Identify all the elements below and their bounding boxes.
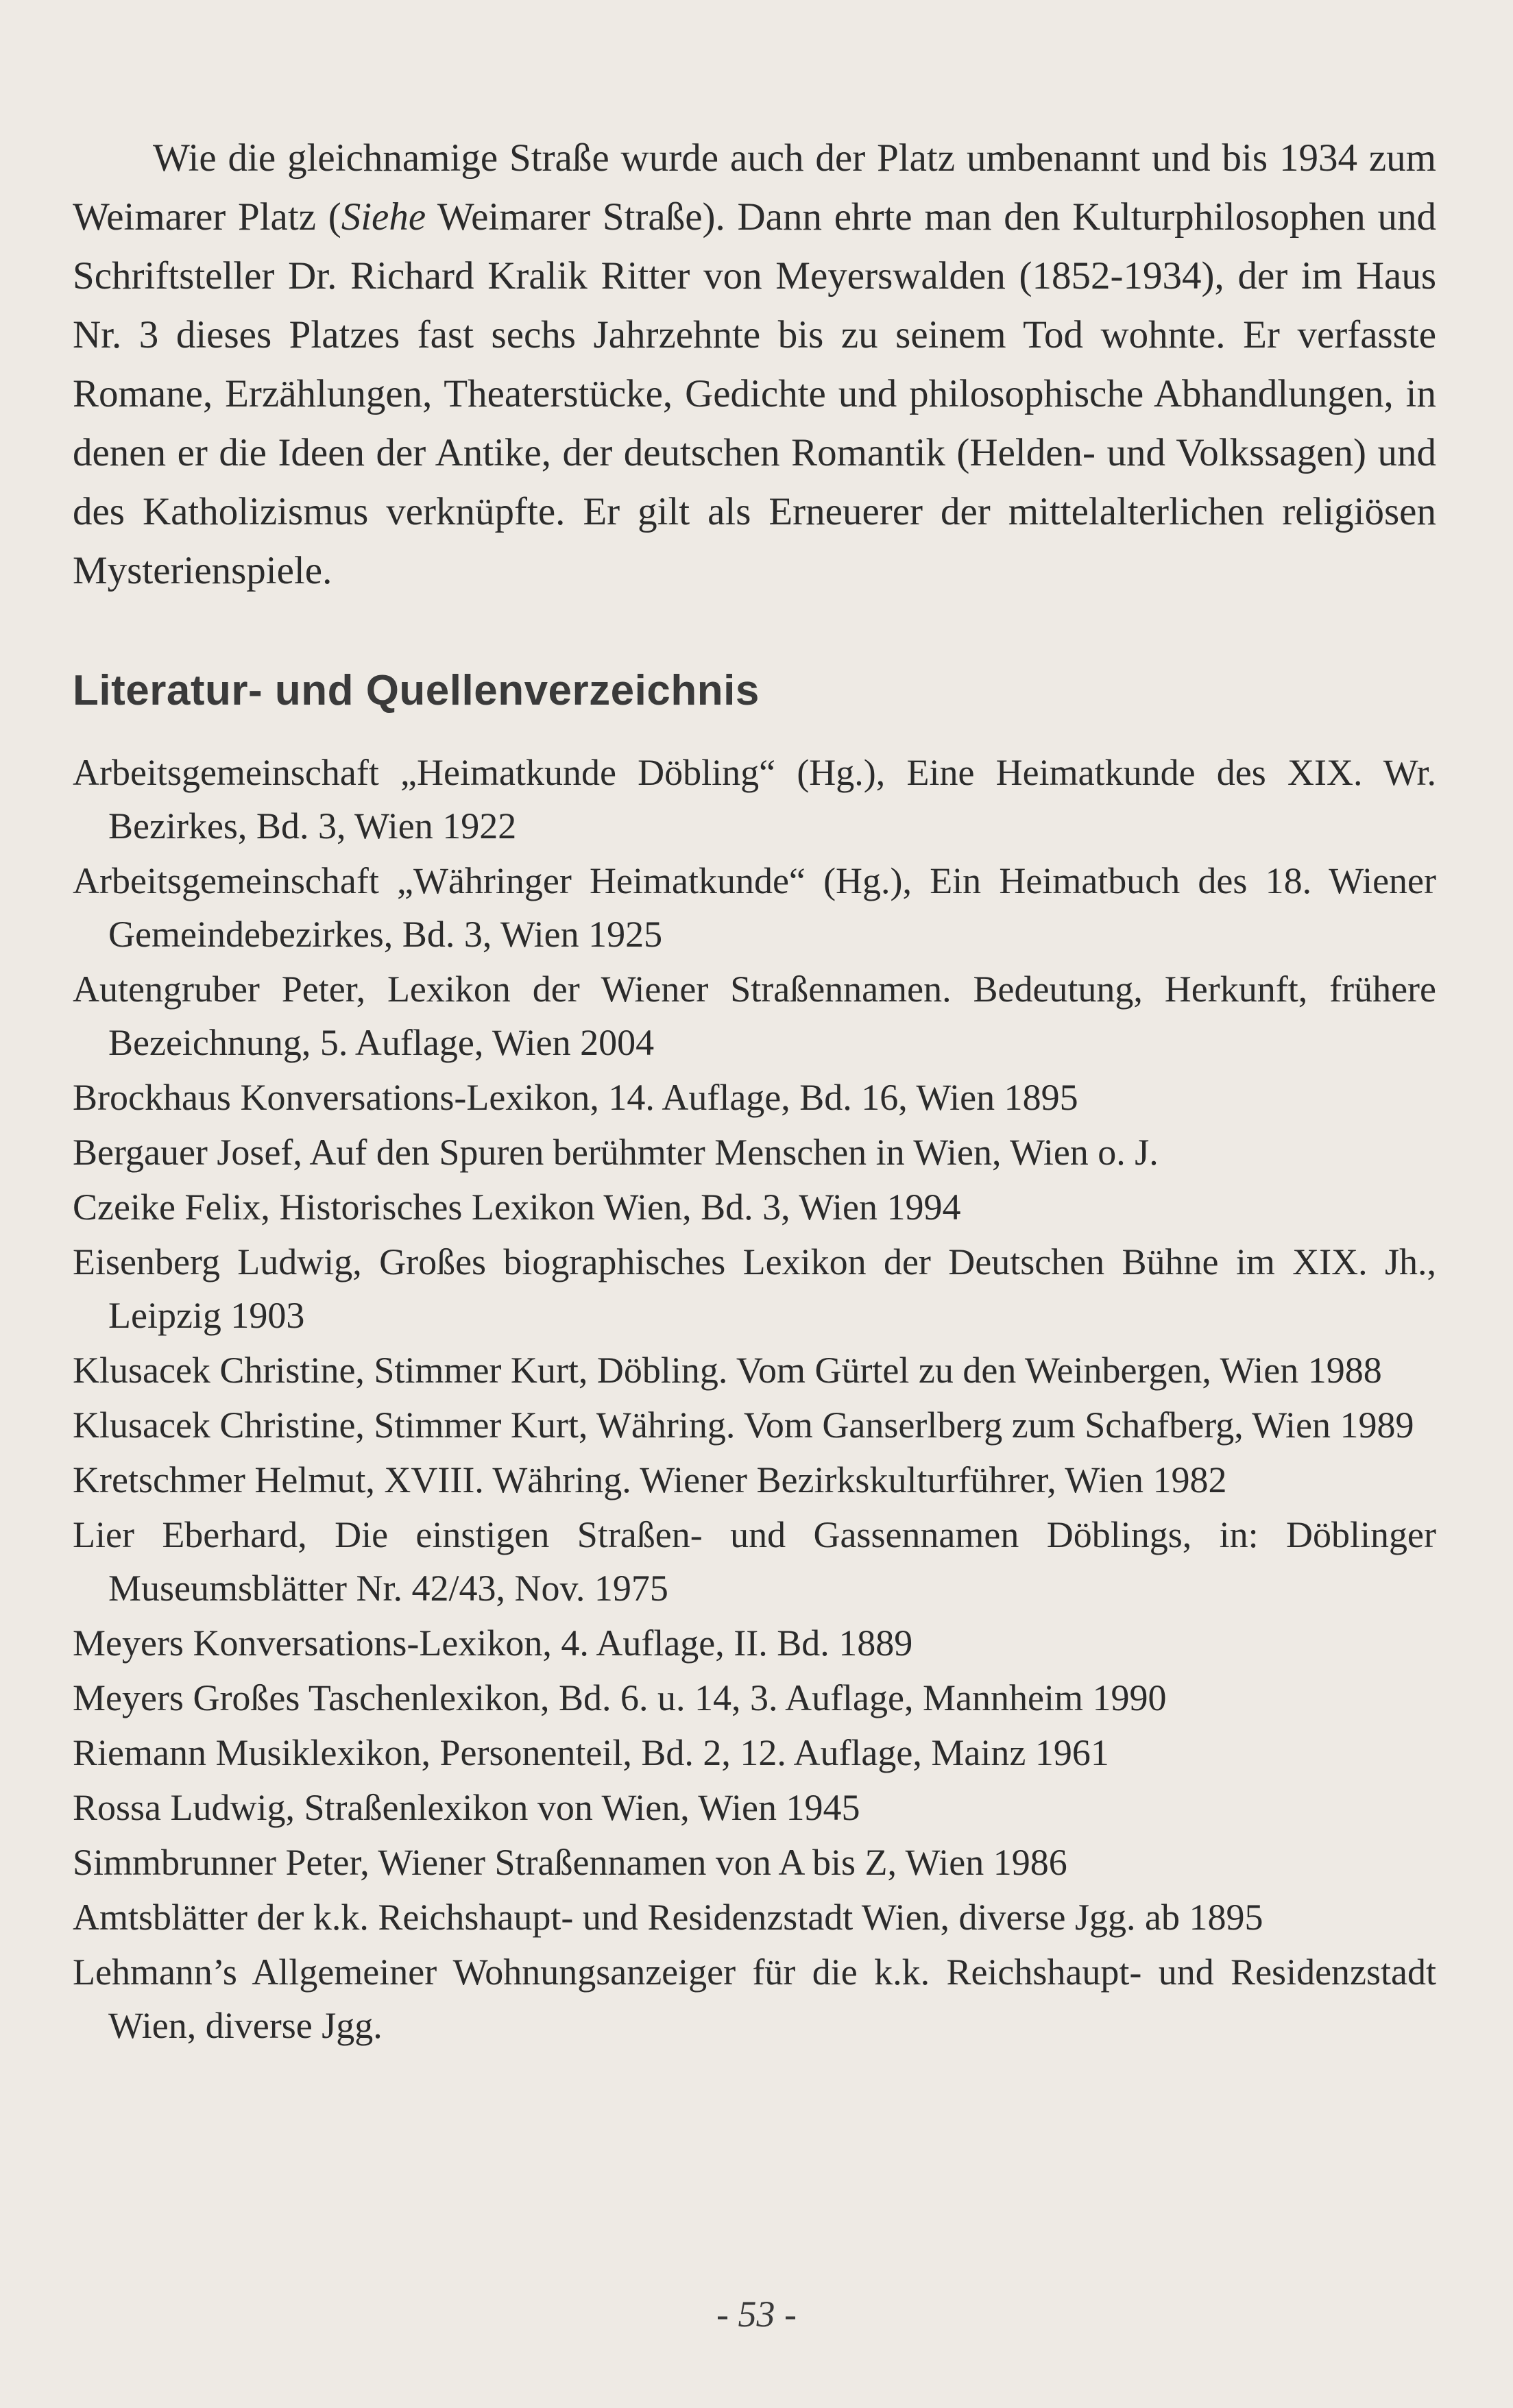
reference-item: Meyers Großes Taschenlexikon, Bd. 6. u. 14, 3. Auflage, Mannheim 1990 (73, 1677, 1167, 1718)
reference-item: Kretschmer Helmut, XVIII. Währing. Wiener Bezirkskulturführer, Wien 1982 (73, 1459, 1227, 1500)
reference-item: Arbeitsgemeinschaft „Währinger Heimatkunde“ (Hg.), Ein Heimatbuch des 18. Wiener Gemeindebezirkes, Bd. 3, Wien 1925 (73, 860, 1436, 955)
reference-item: Autengruber Peter, Lexikon der Wiener Straßennamen. Bedeutung, Herkunft, frühere Bezeichnung, 5. Auflage, Wien 2004 (73, 969, 1436, 1063)
reference-item: Rossa Ludwig, Straßenlexikon von Wien, Wien 1945 (73, 1787, 860, 1828)
reference-item: Lehmann’s Allgemeiner Wohnungsanzeiger für die k.k. Reichshaupt- und Residenzstadt Wien, diverse Jgg. (73, 1951, 1436, 2046)
section-heading: Literatur- und Quellenverzeichnis (73, 667, 760, 714)
page-number: - 53 - (716, 2294, 797, 2335)
body-text-italic-siehe: Siehe (341, 195, 426, 239)
reference-item: Brockhaus Konversations-Lexikon, 14. Auflage, Bd. 16, Wien 1895 (73, 1077, 1078, 1118)
reference-item: Klusacek Christine, Stimmer Kurt, Währing. Vom Ganserlberg zum Schafberg, Wien 1989 (73, 1404, 1414, 1446)
body-paragraph (73, 129, 1436, 600)
reference-item: Eisenberg Ludwig, Großes biographisches Lexikon der Deutschen Bühne im XIX. Jh., Leipzig 1903 (73, 1241, 1436, 1336)
reference-item: Czeike Felix, Historisches Lexikon Wien, Bd. 3, Wien 1994 (73, 1187, 961, 1228)
body-text-part-3: Weimarer Straße). Dann ehrte man den Kulturphilosophen und Schriftsteller Dr. Richard Kralik Ritter von Meyerswalden (1852-1934), der im Haus Nr. 3 dieses Platzes fast sechs Jahrzehnte bis zu seinem Tod wohnte. Er verfasste Romane, Erzählungen, Theaterstücke, Gedichte und philosophische Abhandlungen, in denen er die Ideen der Antike, der deutschen Romantik (Helden- und Volkssagen) und des Katholizismus verknüpfte. Er gilt als Erneuerer der mittelalterlichen religiösen Mysterienspiele. (73, 195, 1436, 592)
reference-list (73, 746, 1436, 2052)
reference-item: Klusacek Christine, Stimmer Kurt, Döbling. Vom Gürtel zu den Weinbergen, Wien 1988 (73, 1350, 1382, 1391)
reference-item: Simmbrunner Peter, Wiener Straßennamen von A bis Z, Wien 1986 (73, 1842, 1067, 1883)
reference-item: Bergauer Josef, Auf den Spuren berühmter Menschen in Wien, Wien o. J. (73, 1132, 1159, 1173)
reference-item: Riemann Musiklexikon, Personenteil, Bd. 2, 12. Auflage, Mainz 1961 (73, 1732, 1109, 1773)
reference-item: Amtsblätter der k.k. Reichshaupt- und Residenzstadt Wien, diverse Jgg. ab 1895 (73, 1897, 1263, 1938)
body-text-part-1: Wie die gleichnamige Straße wurde auch der Platz umbenannt und bis 1934 zum Weimarer Platz ( (73, 136, 1436, 239)
reference-item: Meyers Konversations-Lexikon, 4. Auflage, II. Bd. 1889 (73, 1622, 913, 1664)
reference-item: Arbeitsgemeinschaft „Heimatkunde Döbling“ (Hg.), Eine Heimatkunde des XIX. Wr. Bezirkes, Bd. 3, Wien 1922 (73, 752, 1436, 847)
reference-item: Lier Eberhard, Die einstigen Straßen- und Gassennamen Döblings, in: Döblinger Museumsblätter Nr. 42/43, Nov. 1975 (73, 1514, 1436, 1609)
